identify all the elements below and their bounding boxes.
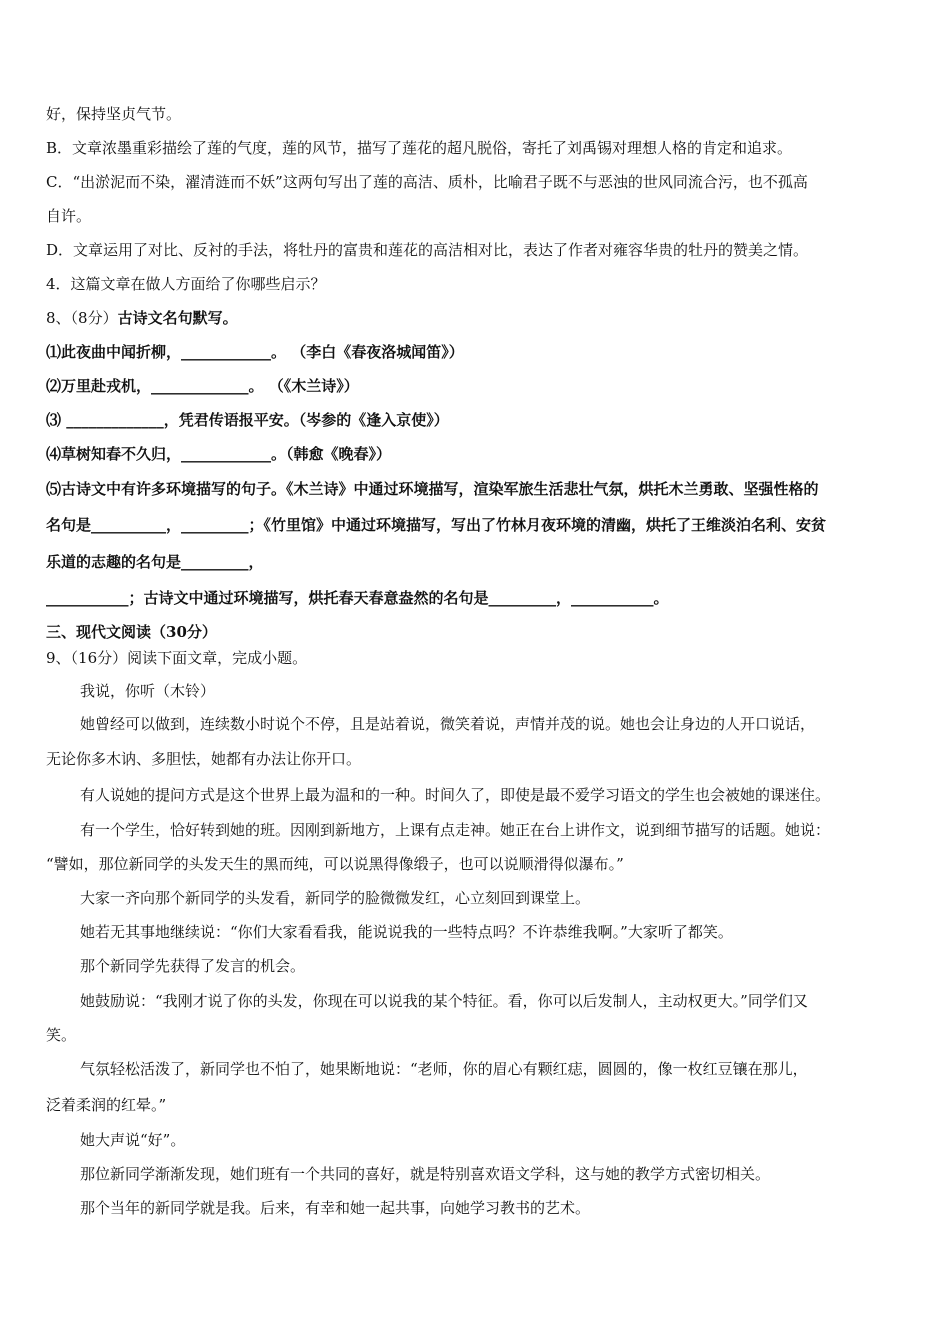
section-3-title: 三、现代文阅读（30分） (46, 623, 217, 641)
option-c-line-1: C．“出淤泥而不染，濯清涟而不妖”这两句写出了莲的高洁、质朴，比喻君子既不与恶浊的世风同流合污，也不孤高 (46, 173, 808, 191)
question-8-header (46, 308, 238, 328)
article-paragraph: 她曾经可以做到，连续数小时说个不停，且是站着说，微笑着说，声情并茂的说。她也会让身边的人开口说话， (80, 715, 816, 733)
article-paragraph: 泛着柔润的红晕。” (46, 1096, 167, 1114)
question-8-item-5-line-3: 乐道的志趣的名句是_________， (46, 553, 264, 571)
article-paragraph: 那个当年的新同学就是我。后来，有幸和她一起共事，向她学习教书的艺术。 (80, 1199, 591, 1217)
question-8-item-5-line-1: ⑸古诗文中有许多环境描写的句子。《木兰诗》中通过环境描写，渲染军旅生活悲壮气氛，烘托木兰勇敢、坚强性格的 (46, 480, 819, 498)
article-paragraph: 她鼓励说：“我刚才说了你的头发，你现在可以说我的某个特征。看，你可以后发制人，主动权更大。”同学们又 (80, 992, 808, 1010)
question-8-item-3: ⑶ _____________，凭君传语报平安。（岑参的《逢入京使》） (46, 411, 449, 429)
question-8-item-1: ⑴此夜曲中闻折柳，____________。 （李白《春夜洛城闻笛》） (46, 343, 464, 361)
article-paragraph: “譬如，那位新同学的头发天生的黑而纯，可以说黑得像缎子，也可以说顺滑得似瀑布。” (46, 855, 624, 873)
article-paragraph: 那个新同学先获得了发言的机会。 (80, 957, 306, 975)
option-b: B．文章浓墨重彩描绘了莲的气度，莲的风节，描写了莲花的超凡脱俗，寄托了刘禹锡对理想人格的肯定和追求。 (46, 139, 793, 157)
article-paragraph: 有人说她的提问方式是这个世界上最为温和的一种。时间久了，即使是最不爱学习语文的学生也会被她的课迷住。 (80, 786, 831, 804)
question-8-item-5-line-2: 名句是__________，_________；《竹里馆》中通过环境描写，写出了竹林月夜环境的清幽，烘托了王维淡泊名利、安贫 (46, 516, 827, 534)
question-8-prefix: 8、（8分） (46, 309, 118, 327)
article-paragraph: 那位新同学渐渐发现，她们班有一个共同的喜好，就是特别喜欢语文学科，这与她的教学方式密切相关。 (80, 1165, 771, 1183)
option-d: D．文章运用了对比、反衬的手法，将牡丹的富贵和莲花的高洁相对比，表达了作者对雍容华贵的牡丹的赞美之情。 (46, 241, 809, 259)
article-paragraph: 大家一齐向那个新同学的头发看，新同学的脸微微发红，心立刻回到课堂上。 (80, 889, 591, 907)
question-9-header: 9、（16分）阅读下面文章，完成小题。 (46, 649, 308, 667)
article-paragraph: 无论你多木讷、多胆怯，她都有办法让你开口。 (46, 750, 362, 768)
question-4: 4．这篇文章在做人方面给了你哪些启示？ (46, 275, 326, 293)
question-8-item-2: ⑵万里赴戎机，_____________。 （《木兰诗》） (46, 377, 359, 395)
article-title: 我说，你听（木铃） (80, 682, 216, 700)
article-paragraph: 她大声说“好”。 (80, 1131, 186, 1149)
question-8-item-4: ⑷草树知春不久归，____________。（韩愈《晚春》） (46, 445, 392, 463)
question-8-item-5-line-4: ___________；古诗文中通过环境描写，烘托春天春意盎然的名句是_________，___________。 (46, 589, 669, 607)
article-paragraph: 气氛轻松活泼了，新同学也不怕了，她果断地说：“老师，你的眉心有颗红痣，圆圆的，像一枚红豆镶在那儿， (80, 1060, 808, 1078)
article-paragraph: 笑。 (46, 1026, 77, 1044)
article-paragraph: 她若无其事地继续说：“你们大家看看我，能说说我的一些特点吗？不许恭维我啊。”大家听了都笑。 (80, 923, 733, 941)
option-c-line-2: 自许。 (46, 207, 92, 225)
article-paragraph: 有一个学生，恰好转到她的班。因刚到新地方，上课有点走神。她正在台上讲作文，说到细节描写的话题。她说： (80, 821, 831, 839)
text-line: 好，保持坚贞气节。 (46, 105, 182, 123)
question-8-title: 古诗文名句默写。 (117, 309, 238, 327)
